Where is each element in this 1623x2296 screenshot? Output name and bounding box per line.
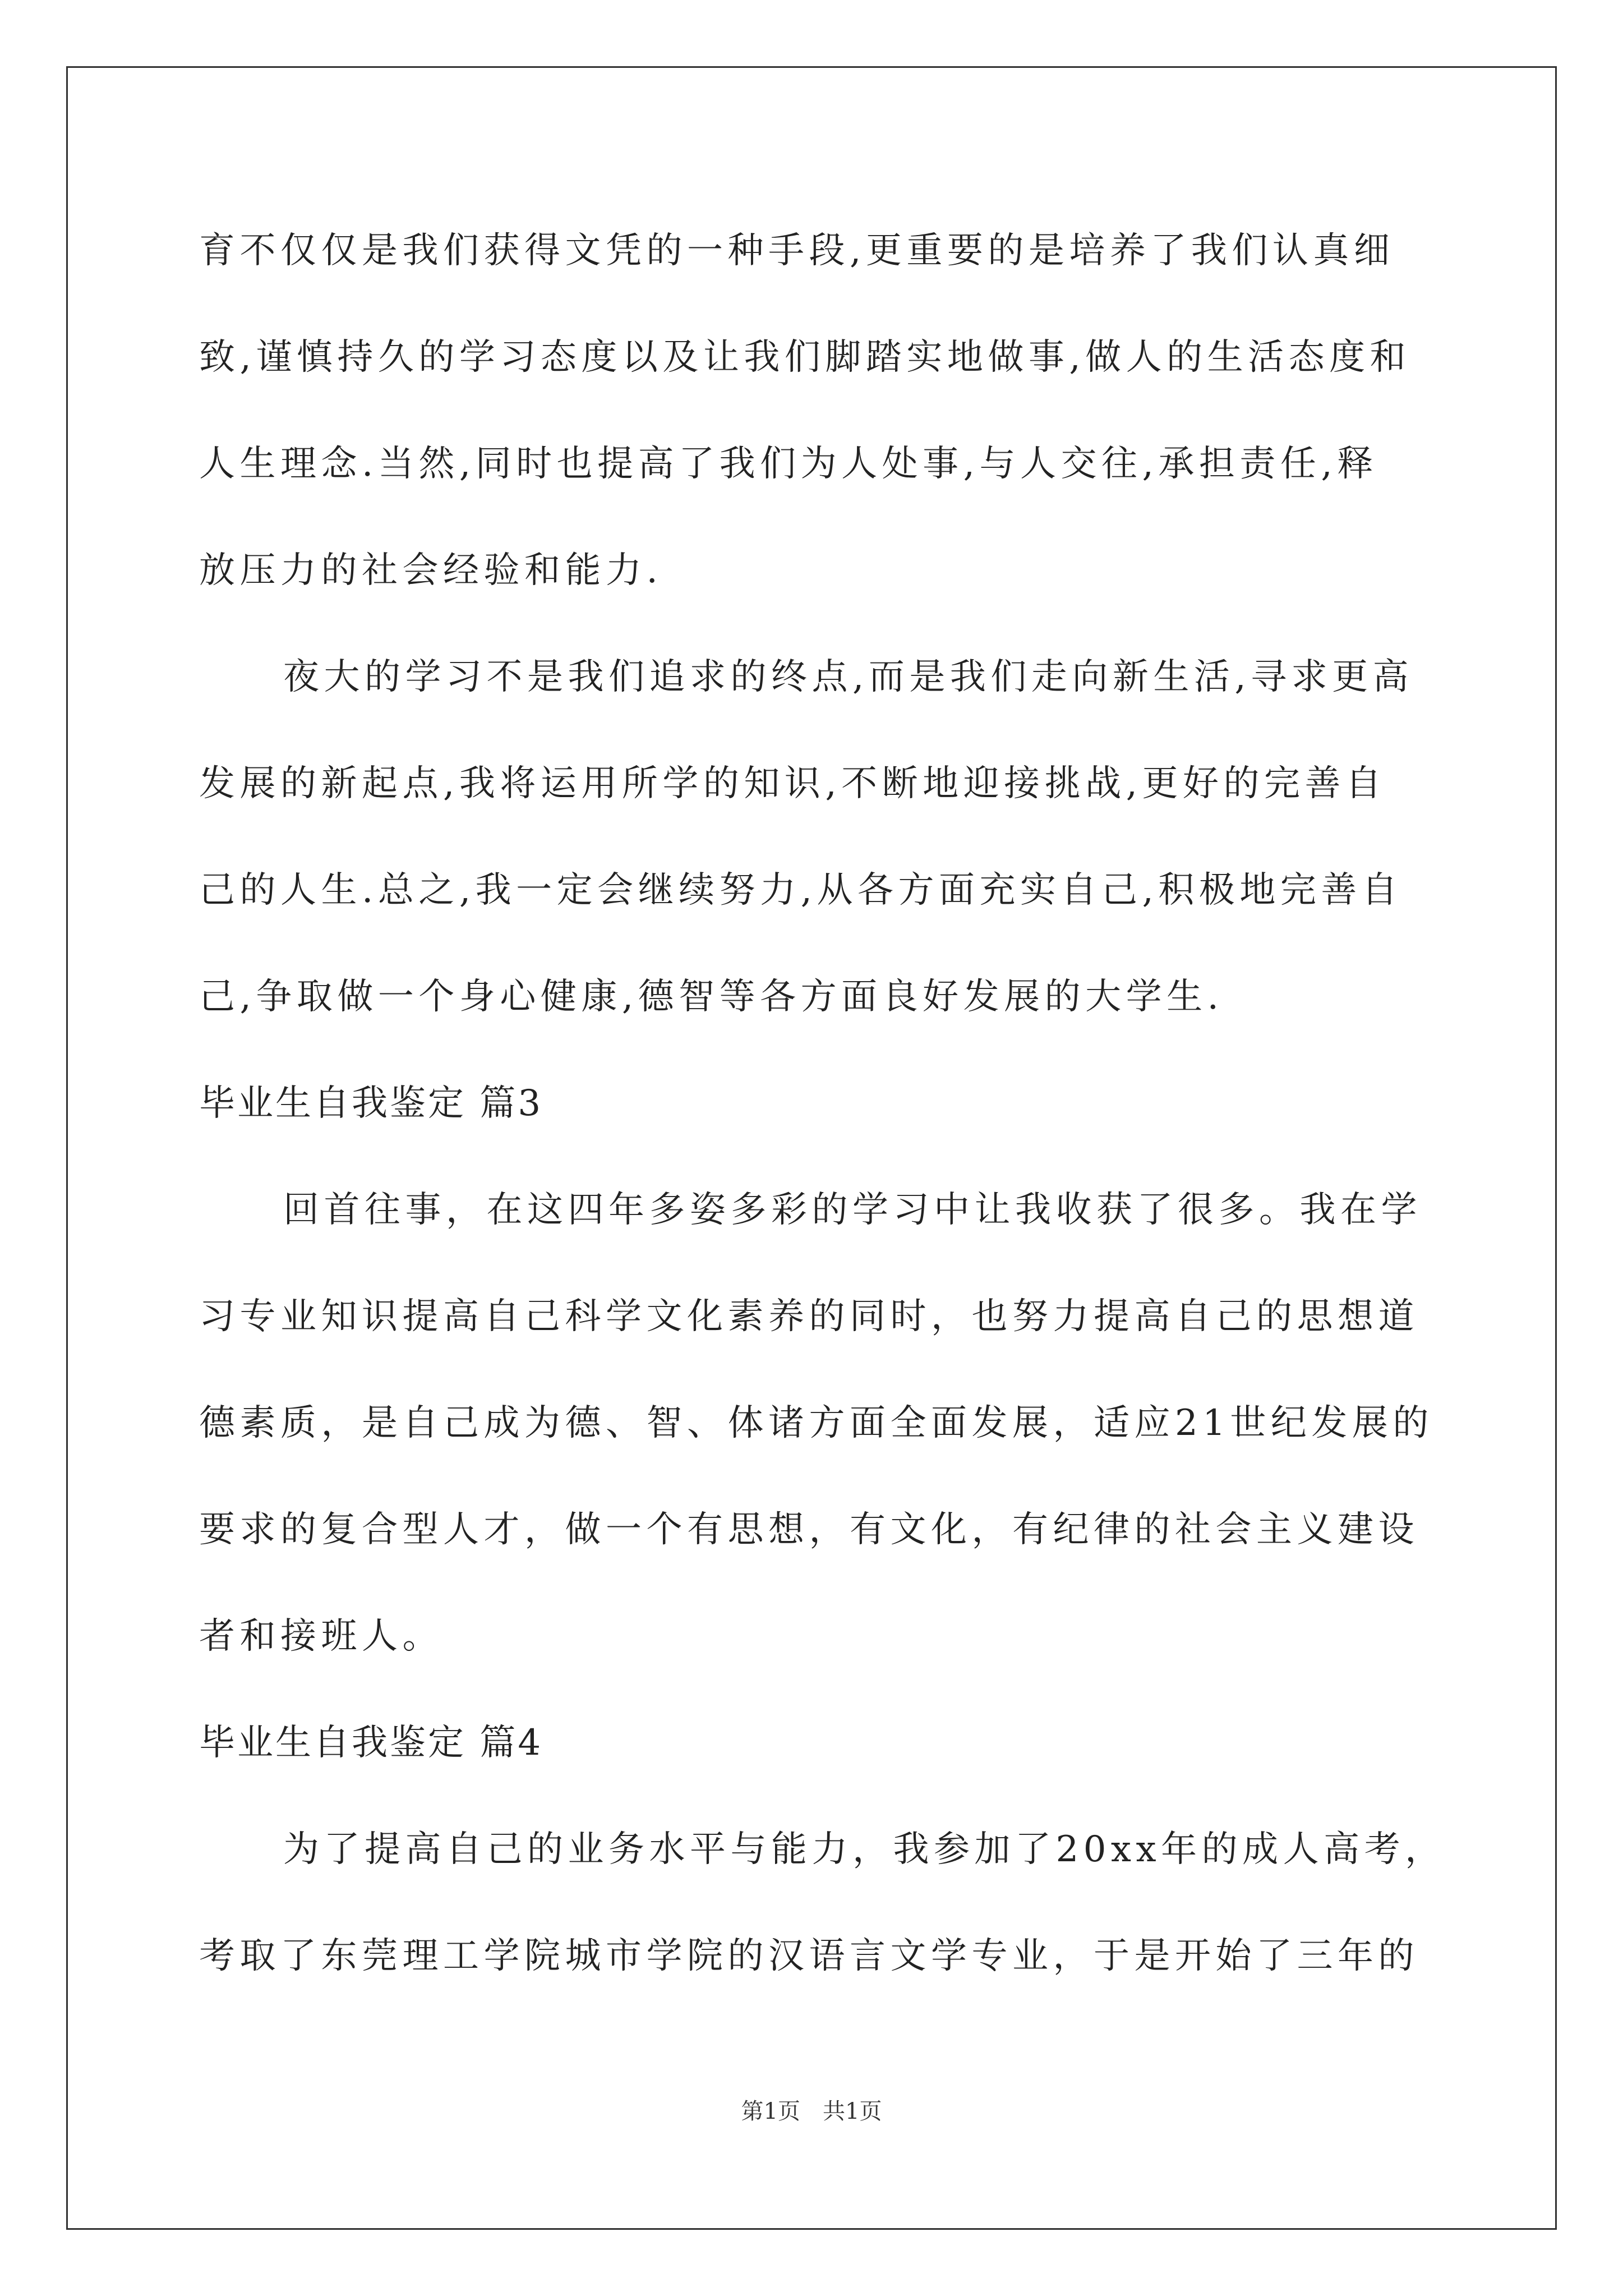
paragraph-line: 发展的新起点,我将运用所学的知识,不断地迎接挑战,更好的完善自	[199, 763, 1386, 804]
paragraph-line: 致,谨慎持久的学习态度以及让我们脚踏实地做事,做人的生活态度和	[199, 337, 1411, 378]
paragraph-line: 夜大的学习不是我们追求的终点,而是我们走向新生活,寻求更高	[283, 656, 1414, 698]
paragraph-line: 放压力的社会经验和能力.	[199, 550, 663, 591]
paragraph-line: 己的人生.总之,我一定会继续努力,从各方面充实自己,积极地完善自	[199, 869, 1403, 911]
paragraph-line: 人生理念.当然,同时也提高了我们为人处事,与人交往,承担责任,释	[199, 443, 1378, 485]
paragraph-line: 习专业知识提高自己科学文化素养的同时，也努力提高自己的思想道	[199, 1296, 1419, 1337]
paragraph-line: 回首往事，在这四年多姿多彩的学习中让我收获了很多。我在学	[283, 1189, 1422, 1231]
paragraph-line: 为了提高自己的业务水平与能力，我参加了20xx年的成人高考，	[283, 1829, 1446, 1870]
page-border	[66, 66, 1557, 2230]
paragraph-line: 考取了东莞理工学院城市学院的汉语言文学专业，于是开始了三年的	[199, 1935, 1419, 1977]
paragraph-line: 要求的复合型人才，做一个有思想，有文化，有纪律的社会主义建设	[199, 1509, 1419, 1550]
section-heading: 毕业生自我鉴定 篇4	[199, 1722, 543, 1764]
paragraph-line: 德素质，是自己成为德、智、体诸方面全面发展，适应21世纪发展的	[199, 1402, 1433, 1444]
paragraph-line: 者和接班人。	[199, 1616, 443, 1657]
paragraph-line: 己,争取做一个身心健康,德智等各方面良好发展的大学生.	[199, 976, 1224, 1018]
paragraph-line: 育不仅仅是我们获得文凭的一种手段,更重要的是培养了我们认真细	[199, 230, 1395, 272]
page-number-footer: 第1页 共1页	[741, 2099, 882, 2124]
section-heading: 毕业生自我鉴定 篇3	[199, 1083, 543, 1124]
